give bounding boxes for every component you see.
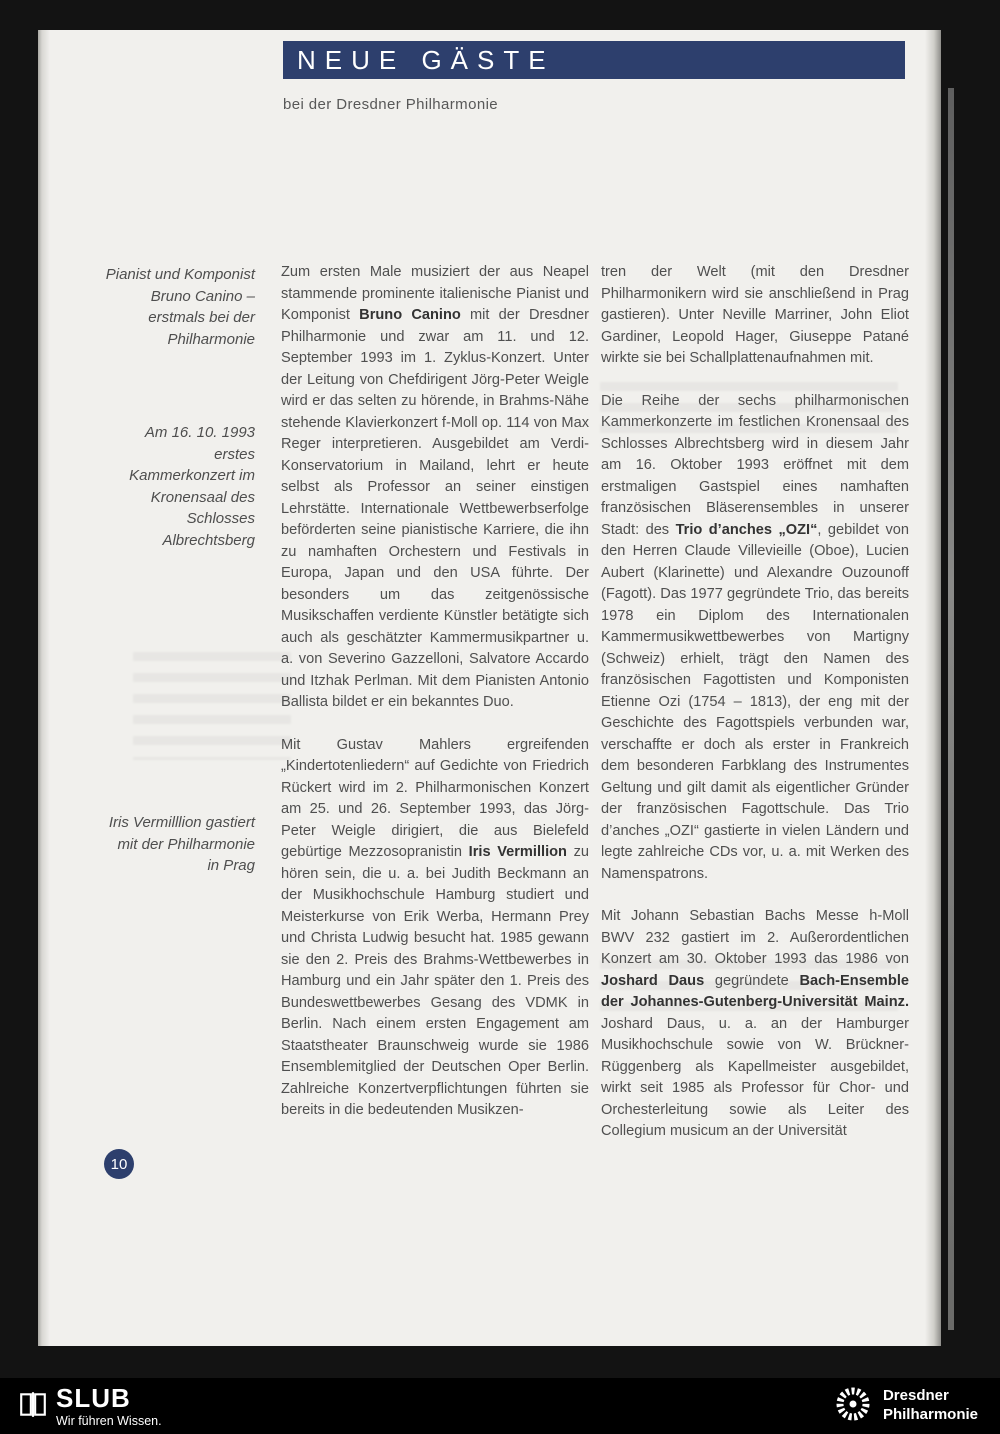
text-column-right — [601, 262, 909, 1164]
header-subtitle: bei der Dresdner Philharmonie — [283, 96, 499, 113]
margin-note-bruno-canino: Pianist und Komponist Bruno Canino – erstmals bei der Philharmonie — [105, 266, 255, 348]
page-fore-edge — [948, 88, 954, 1330]
margin-note-iris-vermillion: Iris Vermilllion gastiert mit der Philharmonie in Prag — [108, 814, 255, 874]
philharmonie-logo-icon — [835, 1386, 871, 1427]
slub-branding — [18, 1382, 162, 1428]
page-title: NEUE GÄSTE — [297, 44, 555, 75]
scanned-page — [38, 30, 941, 1346]
slub-tagline: Wir führen Wissen. — [56, 1413, 162, 1428]
footer-bar — [0, 1378, 1000, 1434]
page-number-badge: 10 — [104, 1149, 134, 1179]
philharmonie-text — [883, 1387, 978, 1425]
paragraph-prag-gastspiel: tren der Welt (mit den Dresdner Philharmonikern wird sie anschließend in Prag gastieren). Unter Neville Marriner, John Eliot Gardiner, Leopold Hager, Giuseppe Patané wirkte sie bei Schallplattenaufnahmen mit. — [601, 264, 909, 366]
text-column-left — [281, 262, 589, 1143]
paper-artifact — [926, 388, 935, 414]
margin-note-kammerkonzert: Am 16. 10. 1993 erstes Kammerkonzert im Kronensaal des Schlosses Albrechtsberg — [129, 424, 255, 549]
header-bar — [283, 41, 905, 79]
philharmonie-line2: Philharmonie — [882, 1406, 978, 1423]
bleed-through — [133, 652, 291, 760]
paragraph-bruno-canino: Zum ersten Male musiziert der aus Neapel stammende prominente italienische Pianist und Komponist Bruno Canino mit der Dresdner Philharmonie und zwar am 11. und 12. September 1993 im 1. Zyklus-Konzert. Unter der Leitung von Chefdirigent Jörg-Peter Weigle wird er das selten zu hörende, in Brahms-Nähe stehende Klavierkonzert f-Moll op. 114 von Max Reger interpretieren. Ausgebildet am Verdi-Konservatorium in Mailand, lehrt er heute selbst als Professor an seiner einstigen Lehrstätte. Internationale Wettbewerbserfolge beförderten seine pianistische Karriere, die ihn zu namhaften Orchestern und Festivals in Europa, Japan und den USA führte. Der besonders um das zeitgenössische Musikschaffen verdiente Künstler betätigte sich auch als geschätzter Kammermusikpartner u. a. von Severino Gazzelloni, Salvatore Accardo und Itzhak Perlman. Mit dem Pianisten Antonio Ballista bildet er ein bekanntes Duo. — [281, 264, 589, 710]
philharmonie-branding — [835, 1386, 978, 1427]
paper-artifact — [926, 948, 935, 978]
paragraph-trio-ozi: Die Reihe der sechs philharmonischen Kammerkonzerte im festlichen Kronensaal des Schlosses Albrechtsberg wird in diesem Jahr am 16. Oktober 1993 eröffnet mit dem erstmaligen Gastspiel eines namhaften französischen Bläserensembles in unserer Stadt: des Trio d’anches „OZI“, gebildet von den Herren Claude Villevieille (Oboe), Lucien Aubert (Klarinette) und Alexandre Ouzounoff (Fagott). Das 1977 gegründete Trio, das bereits 1978 ein Diplom des Internationalen Kammermusikwettbewerbes von Martigny (Schweiz) erhielt, trägt den Namen des französischen Fagottisten und Komponisten Etienne Ozi (1754 – 1813), der eng mit der Geschichte des Fagottspiels verbunden war, verschaffte er doch als erster in Frankreich dem besonderen Farbklang des Instrumentes Geltung und gilt damit als eigentlicher Gründer der französischen Fagottschule. Das Trio d’anches „OZI“ gastierte in vielen Ländern und legte zahlreiche CDs vor, u. a. mit Werken des Namenspatrons. — [601, 392, 909, 882]
paragraph-bach-ensemble: Mit Johann Sebastian Bachs Messe h-Moll BWV 232 gastiert im 2. Außerordentlichen Konzert am 30. Oktober 1993 das 1986 von Joshard Daus gegründete Bach-Ensemble der Johannes-Gutenberg-Universität Mainz. Joshard Daus, u. a. an der Hamburger Musikhochschule sowie von W. Brückner-Rüggenberg als Kapellmeister ausgebildet, wirkt seit 1985 als Professor für Chor- und Orchesterleitung sowie als Leiter des Collegium musicum an der Universität — [601, 908, 909, 1139]
slub-name: SLUB — [56, 1382, 131, 1413]
paragraph-iris-vermillion: Mit Gustav Mahlers ergreifenden „Kindertotenliedern“ auf Gedichte von Friedrich Rückert wird im 2. Philharmonischen Konzert am 25. und 26. September 1993, das Jörg-Peter Weigle dirigiert, die aus Bielefeld gebürtige Mezzosopranistin Iris Vermillion zu hören sein, die u. a. bei Judith Beckmann an der Musikhochschule Hamburg studiert und Meisterkurse von Erik Werba, Hermann Prey und Christa Ludwig besucht hat. 1985 gewann sie den 2. Preis des Brahms-Wettbewerbes in Hamburg und ein Jahr später den 1. Preis des Bundeswettbewerbes Gesang des VDMK in Berlin. Nach einem ersten Engagement am Staatstheater Braunschweig wurde sie 1986 Ensemblemitglied der Deutschen Oper Berlin. Zahlreiche Konzertverpflichtungen führten sie bereits in die bedeutenden Musikzen- — [281, 736, 589, 1118]
philharmonie-line1: Dresdner — [882, 1387, 949, 1405]
slub-book-icon — [18, 1389, 48, 1424]
slub-text — [56, 1382, 162, 1428]
